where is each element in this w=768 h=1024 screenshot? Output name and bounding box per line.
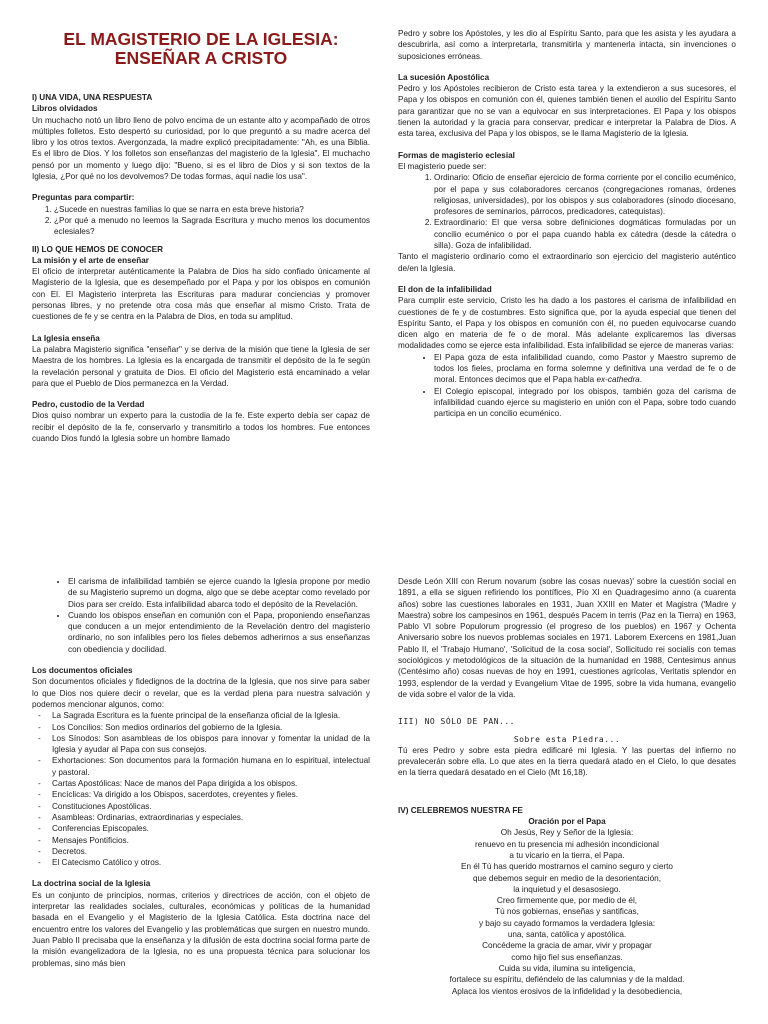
- infallibility-item-dogma: • El carisma de infalibilidad también se ejerce cuando la Iglesia propone por medio de su Magisterio supremo un dogma, algo que se debe aceptar como revelado por Dios para ser creído. Esta infalibilidad abarca todo el depósito de la Revelación.: [68, 576, 370, 610]
- doc-item: - Decretos.: [38, 846, 370, 857]
- prayer-line: renuevo en tu presencia mi adhesión incondicional: [475, 839, 659, 849]
- church-teaches-paragraph: La palabra Magisterio significa "enseñar" y se deriva de la misión que tiene la Iglesia de ser Maestra de los hombres. La Iglesia es la encargada de transmitir el depósito de la fe según la revelación personal y gratuita de Dios. El oficio del Magisterio está encaminado a velar para que el Pueblo de Dios permanezca en la Verdad.: [32, 344, 370, 388]
- rock-paragraph: Tú eres Pedro y sobre esta piedra edificaré mi Iglesia. Y las puertas del infierno no prevalecerán sobre ella. Lo que ates en la tierra quedará atado en el Cielo, lo que desates en la tierra quedará desatado en el Cielo (Mt 16,18).: [398, 745, 736, 778]
- questions-list: [32, 204, 370, 238]
- succession-subheading: La sucesión Apostólica: [398, 72, 490, 82]
- prayer-line: a tu vicario en la tierra, el Papa.: [509, 850, 625, 860]
- prayer-line: En él Tú has querido mostrarnos el camino seguro y cierto: [461, 862, 673, 872]
- peter-subheading: Pedro, custodio de la Verdad: [32, 400, 145, 410]
- encyclicals-paragraph: Desde León XIII con Rerum novarum (sobre las cosas nuevas)' sobre la cuestión social en 1891, a ella se siguen refiriendo los pontífices, Pío XI en Quadragesimo anno (a cuarenta años) sobre las cuestiones laborales en 1931, Juan XXIII en Mater et Magistra ('Madre y Maestra) sobre los campesinos en 1961, después Pacem in terris (Paz en la Tierra) en 1963, Pablo VI sobre Populorum progressio (el progreso de los pueblos) en 1967 y Ochenta Aniversario sobre los nuevos problemas sociales en 1971. Laborem Exercens en 1981,Juan Pablo II, el 'Trabajo Humano', 'Solicitud de la cosa social', Sollicitudo rei socialis con temas sociológicos y metodológicos de la situación de la humanidad en 1988, Centesimus annus (Centésimo año) cosas nuevas de hoy en 1991, cuestiones agrícolas, Veritatis splendor en 1993, esplendor de la verdad y Evangelium Vitae de 1995, sobre la vida humana, evangelio de vida sobre el valor de la vida.: [398, 577, 736, 699]
- prayer-line: como hijo fiel sus enseñanzas.: [511, 952, 623, 962]
- prayer-line: Oh Jesús, Rey y Señor de la Iglesia:: [500, 828, 634, 838]
- prayer-line: Concédeme la gracia de amar, vivir y propagar: [482, 941, 652, 951]
- official-docs-list: [32, 710, 370, 868]
- doc-item: - El Catecismo Católico y otros.: [38, 857, 370, 868]
- doc-item: - Los Concilios: Son medios ordinarios del gobierno de la Iglesia.: [38, 722, 370, 733]
- prayer-title: Oración por el Papa: [528, 817, 606, 827]
- section-1-heading: I) UNA VIDA, UNA RESPUESTA: [32, 93, 153, 102]
- doc-item: - La Sagrada Escritura es la fuente principal de la enseñanza oficial de la Iglesia.: [38, 710, 370, 721]
- social-doctrine-subheading: La doctrina social de la Iglesia: [32, 879, 151, 889]
- succession-paragraph: Pedro y los Apóstoles recibieron de Cristo esta tarea y la extendieron a sus sucesores, el Papa y los obispos en comunión con él, quienes también tienen el auxilio del Espíritu Santo para garantizar que no se van a equivocar en sus interpretaciones. El Papa y los obispos tienen la autoridad y la gracia para conservar, predicar e interpretar la Palabra de Dios. A esta tarea, exclusiva del Papa y los obispos, se le llama Magisterio de la Iglesia.: [398, 84, 736, 139]
- continuation-paragraph: Pedro y sobre los Apóstoles, y les dio al Espíritu Santo, para que les asista y les ayudara a descubrirla, así como a interpretarla, transmitirla y mantenerla intacta, sin invenciones o suposiciones erróneas.: [398, 29, 736, 61]
- infallibility-item-college: • El Colegio episcopal, integrado por los obispos, también goza del carisma de infalibilidad cuando ejerce su magisterio en unión con el Papa, sobre todo cuando participa en un concilio ecuménico.: [434, 386, 736, 420]
- official-docs-subheading: Los documentos oficiales: [32, 666, 133, 676]
- official-docs-paragraph: Son documentos oficiales y fidedignos de la doctrina de la Iglesia, que nos sirve para saber lo que Dios nos quiere decir o revelar, que es la verdad plena para nuestra salvación y podemos mencionar algunos, como:: [32, 677, 370, 709]
- forms-subheading: Formas de magisterio eclesial: [398, 150, 515, 160]
- forms-intro: El magisterio puede ser:: [398, 161, 487, 171]
- prayer-line: y bajo su cayado formamos la verdadera Iglesia:: [478, 918, 656, 928]
- rock-subheading: Sobre esta Piedra...: [513, 734, 621, 744]
- doc-item: - Cartas Apostólicas: Nace de manos del Papa dirigida a los obispos.: [38, 778, 370, 789]
- prayer-line: fortalece su espíritu, defiéndelo de las calumnias y de la maldad.: [449, 975, 685, 985]
- infallibility-subheading: El don de la infalibilidad: [398, 284, 492, 294]
- infallibility-item-pope: • El Papa goza de esta infalibilidad cuando, como Pastor y Maestro supremo de todos los fieles, proclama en forma solemne y definitiva una verdad de fe o de moral. Entonces decimos que el Papa habla ex-cathedra.: [434, 352, 736, 386]
- form-extraordinary: 2. Extraordinario: El que versa sobre definiciones dogmáticas formuladas por un concilio ecuménico o por el papa cuando habla ex cátedra (desde la cátedra o silla). Goza de infalibilidad.: [434, 217, 736, 251]
- section-2-heading: II) LO QUE HEMOS DE CONOCER: [32, 244, 164, 254]
- peter-paragraph: Dios quiso nombrar un experto para la custodia de la fe. Este experto debía ser capaz de recibir el depósito de la fe, conservarlo y transmitirlo a todos los hombres. Fue entonces cuando Dios fundó la Iglesia sobre un hombre llamado: [32, 411, 370, 444]
- prayer-line: Tú nos gobiernas, enseñas y santificas,: [495, 907, 639, 917]
- doc-item: - Encíclicas: Va dirigido a los Obispos, sacerdotes, creyentes y fieles.: [38, 789, 370, 800]
- page-2-left-column: [32, 556, 370, 1024]
- form-ordinary: 1. Ordinario: Oficio de enseñar ejercicio de forma corriente por el concilio ecuménico, por el papa y sus colaboradores cercanos (congregaciones romanas, órdenes religiosas, universidades), por los obispos y sus colaboradores (sínodo diocesano, profesores de seminarios, párrocos, predicadores, catequistas).: [434, 172, 736, 217]
- doc-item: - Asambleas: Ordinarias, extraordinarias y especiales.: [38, 812, 370, 823]
- prayer-text: [398, 827, 736, 996]
- infallibility-list-continued: [46, 576, 370, 655]
- prayer-line: Aplaca los vientos erosivos de la infidelidad y la desobediencia,: [451, 986, 683, 996]
- section-3-heading: III) NO SÓLO DE PAN...: [398, 717, 515, 727]
- doc-item: - Conferencias Episcopales.: [38, 823, 370, 834]
- doc-item: - Mensajes Pontificios.: [38, 835, 370, 846]
- page-1-right-column: [398, 0, 736, 522]
- page-2-right-column: [398, 556, 736, 1024]
- doc-item: - Los Sínodos: Son asambleas de los obispos para innovar y fomentar la unidad de la Iglesia y ayudar al Papa con sus consejos.: [38, 733, 370, 756]
- title-line-1: EL MAGISTERIO DE LA IGLESIA:: [63, 29, 339, 49]
- prayer-line: una, santa, católica y apostólica.: [507, 930, 627, 940]
- prayer-line: Creo firmemente que, por medio de él,: [496, 896, 638, 906]
- infallibility-list: [412, 352, 736, 420]
- forms-list: [412, 172, 736, 251]
- doc-item: - Constituciones Apostólicas.: [38, 801, 370, 812]
- questions-heading: Preguntas para compartir:: [32, 193, 135, 203]
- page-1-left-column: [32, 0, 370, 522]
- forms-conclusion: Tanto el magisterio ordinario como el extraordinario son ejercicio del magisterio auténtico de/en la Iglesia.: [398, 252, 736, 273]
- prayer-line: la inquietud y el desasosiego.: [513, 884, 621, 894]
- infallibility-paragraph: Para cumplir este servicio, Cristo les ha dado a los pastores el carisma de infalibilidad en cuestiones de fe y de costumbres. Esto significa que, por la ayuda especial que tienen del Espíritu Santo, el Papa y los obispos en comunión con él, no pueden equivocarse cuando dicen algo en materia de fe o de moral. Más adelante explicaremos las diversas modalidades como se ejerce esta infalibilidad. Esta infalibilidad se ejerce de maneras varias:: [398, 296, 736, 351]
- church-teaches-subheading: La Iglesia enseña: [32, 333, 100, 343]
- document-title: [32, 30, 370, 68]
- prayer-line: que debemos seguir en medio de la desorientación,: [473, 873, 661, 883]
- mission-subheading: La misión y el arte de enseñar: [32, 255, 149, 265]
- doc-item: - Exhortaciones: Son documentos para la formación humana en lo espiritual, intelectual y pastoral.: [38, 755, 370, 778]
- social-doctrine-paragraph: Es un conjunto de principios, normas, criterios y directrices de acción, con el objeto de interpretar las realidades sociales, culturales, económicas y políticas de la humanidad basada en el Evangelio y el Magisterio de la Iglesia Católica. Esta doctrina nace del encuentro entre los valores del Evangelio y las problemáticas que surgen en nuestro mundo. Juan Pablo II precisaba que la enseñanza y la difusión de esta doctrina social forma parte de la misión evangelizadora de la Iglesia, no es una propuesta técnica para solucionar los problemas, sino más bien: [32, 890, 370, 968]
- section-1-story: Un muchacho notó un libro lleno de polvo encima de un estante alto y acompañado de otros múltiples folletos. Esto despertó su curiosidad, por lo que preguntó a su madre acerca del libro y los otros textos. Avergonzada, la madre explicó precipitadamente: "Ah, es una Biblia. Es el libro de Dios. Y los folletos son enseñanzas del magisterio de la Iglesia". El muchacho pensó por un momento y luego dijo: "Bueno, si es el libro de Dios y si son textos de la Iglesia, ¿Por qué no los devolvemos? De todas formas, aquí nadie los usa".: [32, 115, 370, 182]
- title-line-2: ENSEÑAR A CRISTO: [114, 48, 288, 68]
- mission-paragraph: El oficio de interpretar auténticamente la Palabra de Dios ha sido confiado únicamente al Magisterio de la Iglesia, que es desempeñado por el Papa y por los obispos en comunión con El. El Magisterio interpreta las Escrituras para madurar conciencias y promover personas libres, y no pretende otra cosa más que enseñar al mismo Cristo. Trata de cuestiones de fe y se centra en la Palabra de Dios, en toda su amplitud.: [32, 267, 370, 322]
- page-separator: [0, 522, 768, 556]
- infallibility-item-bishops: • Cuando los obispos enseñan en comunión con el Papa, proponiendo enseñanzas que conducen a un mejor entendimiento de la Revelación dentro del magisterio ordinario, no son infalibles pero los fieles debemos adherirnos a sus enseñanzas con obediencia y docilidad.: [68, 610, 370, 655]
- section-4-heading: IV) CELEBREMOS NUESTRA FE: [398, 805, 523, 815]
- page-2: [0, 556, 768, 1024]
- question-2: 2. ¿Por qué a menudo no leemos la Sagrada Escritura y mucho menos los documentos eclesiales?: [54, 215, 370, 238]
- section-1-subheading: Libros olvidados: [32, 104, 98, 114]
- question-1: 1. ¿Sucede en nuestras familias lo que se narra en esta breve historia?: [54, 204, 370, 215]
- prayer-line: Cuida su vida, ilumina su inteligencia,: [498, 963, 636, 973]
